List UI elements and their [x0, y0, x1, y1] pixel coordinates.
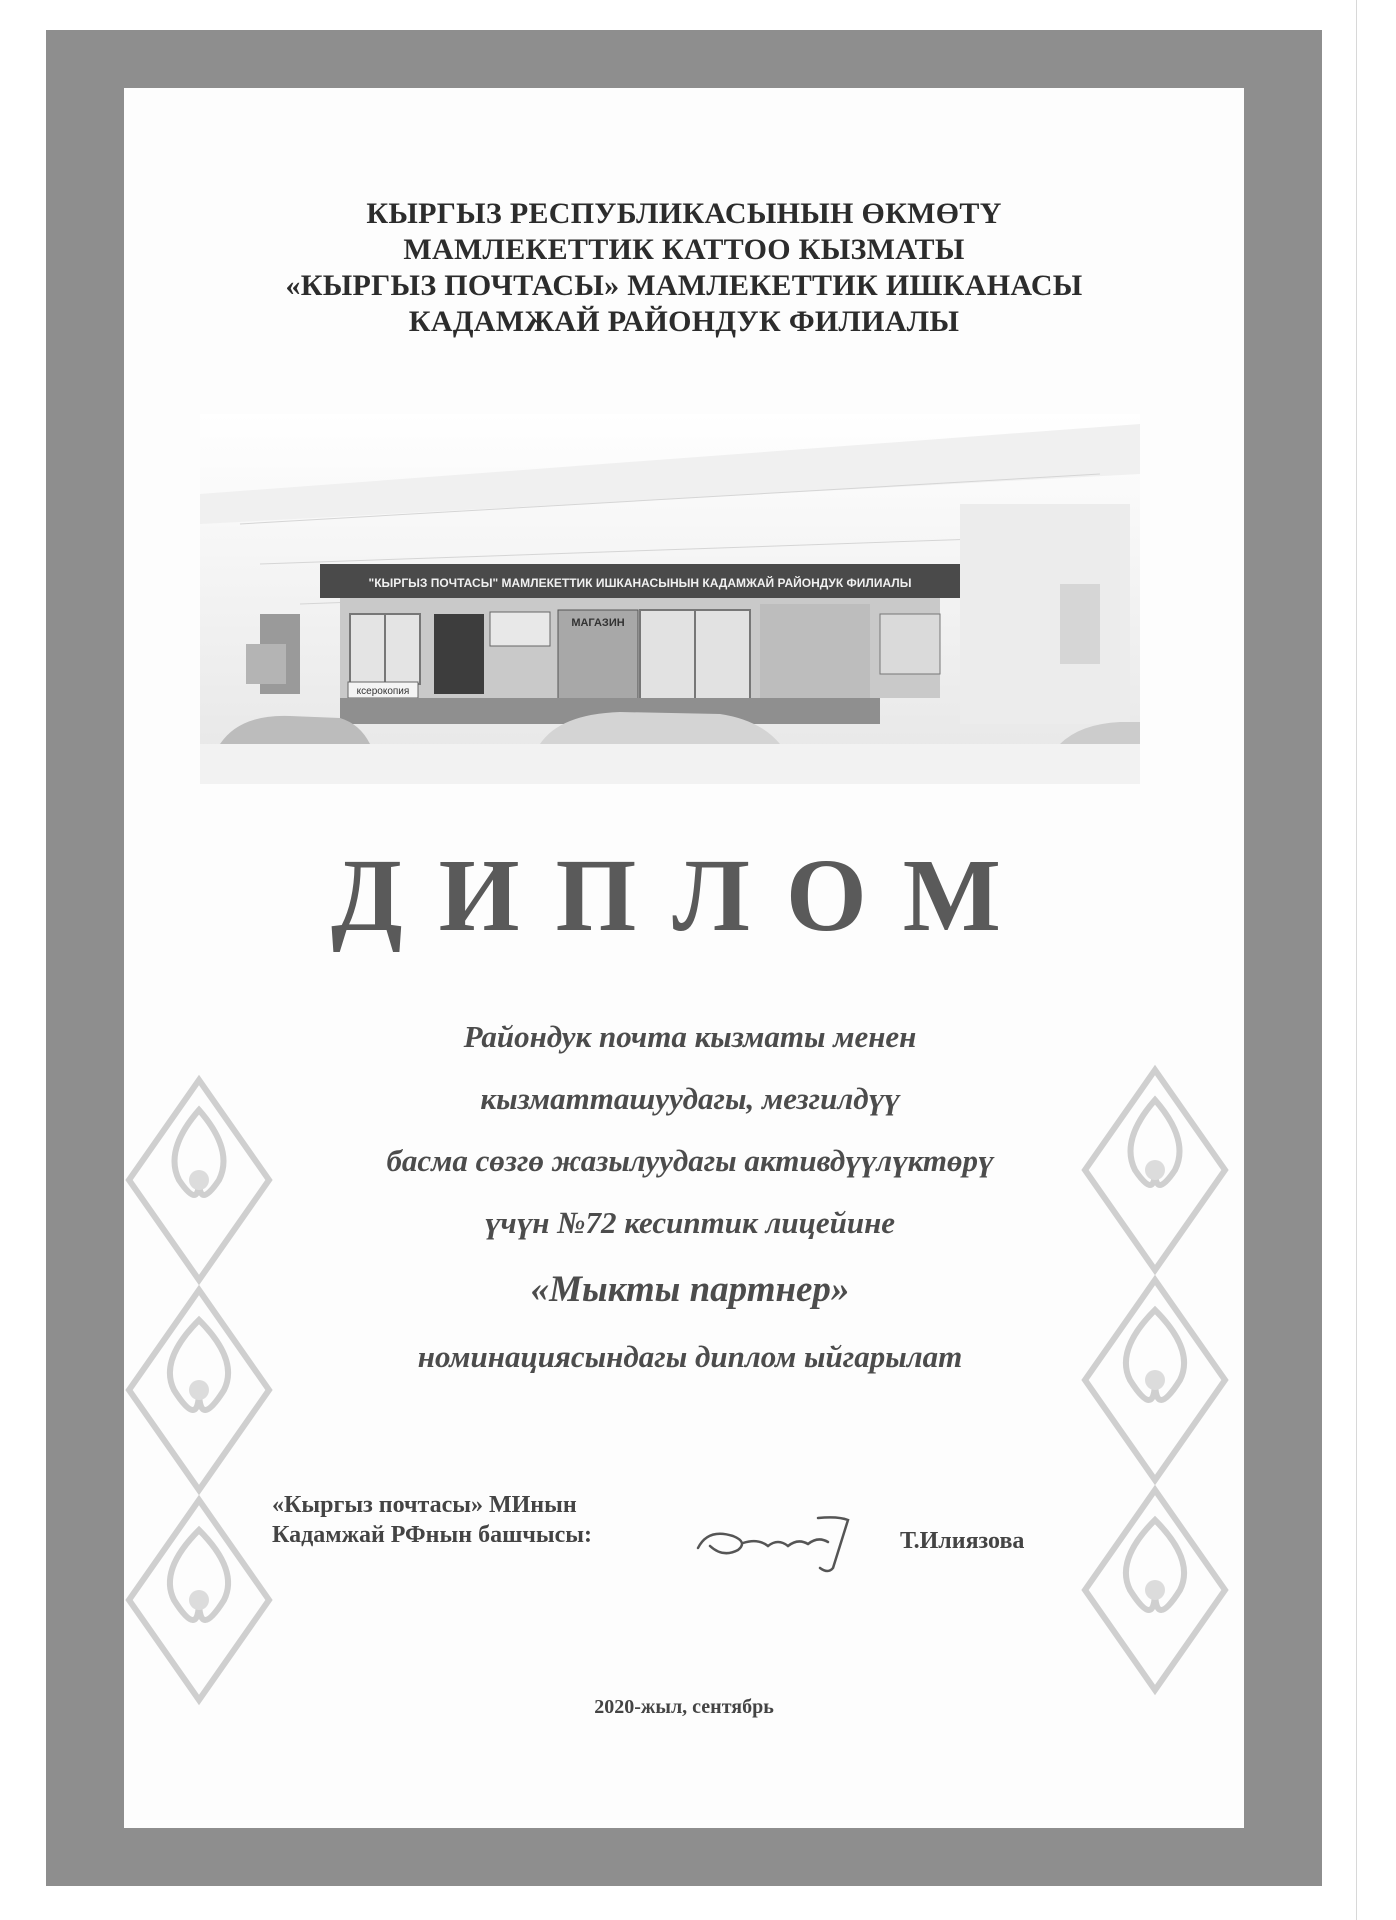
- scan-edge: [1356, 0, 1357, 1920]
- photo-street: [200, 744, 1140, 784]
- award-line-3: басма сөзгө жазылуудагы активдүүлүктөрү: [386, 1143, 994, 1178]
- diploma-title: ДИПЛОМ: [331, 838, 1037, 953]
- issue-date: 2020-жыл, сентябрь: [594, 1696, 774, 1718]
- award-line-1: Райондук почта кызматы менен: [463, 1019, 917, 1054]
- diploma-sheet: [124, 88, 1244, 1828]
- header-line-2: МАМЛЕКЕТТИК КАТТОО КЫЗМАТЫ: [403, 233, 965, 266]
- photo-banner-text: "КЫРГЫЗ ПОЧТАСЫ" МАМЛЕКЕТТИК ИШКАНАСЫНЫН КАДАМЖАЙ РАЙОНДУК ФИЛИАЛЫ: [368, 576, 912, 590]
- photo-right-building: [960, 504, 1130, 724]
- header-line-3: «КЫРГЫЗ ПОЧТАСЫ» МАМЛЕКЕТТИК ИШКАНАСЫ: [285, 269, 1083, 302]
- issuer-header: [124, 196, 1244, 340]
- post-office-photo: [200, 414, 1140, 784]
- photo-corner-pillar: [760, 604, 870, 704]
- photo-door: [434, 614, 484, 694]
- nomination-title: «Мыкты партнер»: [530, 1269, 850, 1310]
- photo-copy-sign: ксерокопия: [356, 686, 410, 697]
- award-text: [180, 1006, 1200, 1388]
- header-line-1: КЫРГЫЗ РЕСПУБЛИКАСЫНЫН ӨКМӨТҮ: [366, 197, 1002, 230]
- signatory-line-1: «Кыргыз почтасы» МИнын: [272, 1492, 577, 1518]
- left-ornament: [124, 1070, 274, 1710]
- award-line-4: үчүн №72 кесиптик лицейине: [484, 1205, 896, 1240]
- award-line-2: кызматташуудагы, мезгилдүү: [480, 1081, 900, 1116]
- header-line-4: КАДАМЖАЙ РАЙОНДУК ФИЛИАЛЫ: [408, 305, 960, 338]
- right-ornament: [1080, 1060, 1230, 1700]
- photo-shop-sign: МАГАЗИН: [571, 617, 625, 629]
- signer-name: Т.Илиязова: [900, 1528, 1025, 1554]
- signatory-title: [272, 1490, 592, 1550]
- signatory-line-2: Кадамжай РФнын башчысы:: [272, 1522, 592, 1548]
- handwritten-signature: [688, 1498, 858, 1578]
- award-line-5: номинациясындагы диплом ыйгарылат: [417, 1339, 963, 1374]
